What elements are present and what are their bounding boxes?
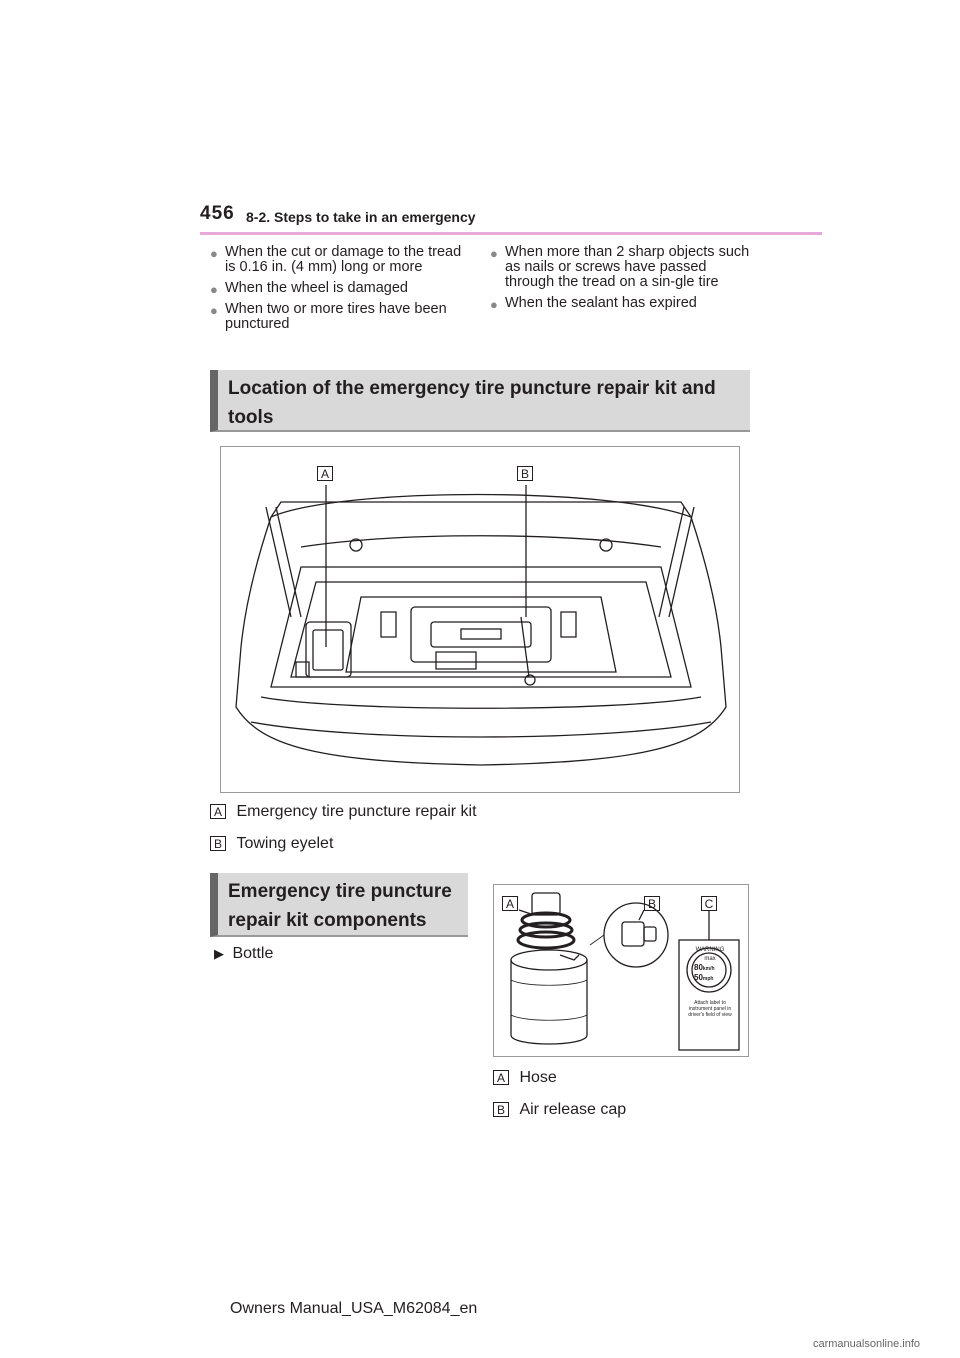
bullet-column-left xyxy=(210,245,472,338)
bullet-item: ● When the wheel is damaged xyxy=(210,280,408,297)
section-title: 8-2. Steps to take in an emergency xyxy=(246,209,476,225)
caption-text: Hose xyxy=(519,1069,557,1086)
sticker-speed-mph: 50mph xyxy=(694,973,714,982)
bullet-dot-icon: ● xyxy=(210,282,218,297)
caption-text: Towing eyelet xyxy=(236,835,334,852)
caption-label: A xyxy=(210,804,226,819)
page-number: 456 xyxy=(200,203,235,224)
bullet-item: ● When the cut or damage to the tread is 0.16 in. (4 mm) long or more xyxy=(210,244,462,275)
caption-text: Air release cap xyxy=(519,1101,627,1118)
section-heading-location: Location of the emergency tire puncture repair kit and tools xyxy=(210,370,750,432)
sticker-speed-kmh: 80km/h xyxy=(694,963,715,972)
bullet-item: ● When two or more tires have been punctured xyxy=(210,301,447,332)
callout-a: A xyxy=(502,896,518,911)
callout-b: B xyxy=(644,896,660,911)
bullet-dot-icon: ● xyxy=(210,246,218,261)
callout-b: B xyxy=(517,466,533,481)
caption-row xyxy=(210,835,333,853)
kit-components-figure xyxy=(493,884,749,1057)
header-rule xyxy=(200,232,822,235)
trunk-illustration xyxy=(221,447,739,792)
callout-c: C xyxy=(701,896,717,911)
sticker-title: WARNING xyxy=(695,947,725,953)
bullet-item: ● When more than 2 sharp objects such as nails or screws have passed through the tread on a sin-gle tire xyxy=(490,244,750,290)
arrow-right-icon: ▶ xyxy=(214,946,224,961)
bullet-item: ● When the sealant has expired xyxy=(490,295,697,312)
caption-row xyxy=(493,1069,557,1087)
footer-text: Owners Manual_USA_M62084_en xyxy=(230,1300,478,1317)
trunk-figure xyxy=(220,446,740,793)
caption-label: A xyxy=(493,1070,509,1085)
bullet-dot-icon: ● xyxy=(490,246,498,261)
sticker-max: max xyxy=(704,956,716,962)
caption-row xyxy=(493,1101,626,1119)
caption-text: Emergency tire puncture repair kit xyxy=(236,803,477,820)
bullet-column-right xyxy=(490,245,755,317)
watermark: carmanualsonline.info xyxy=(812,1338,920,1350)
caption-label: B xyxy=(493,1102,509,1117)
section-heading-components: Emergency tire puncture repair kit components xyxy=(210,873,468,937)
bullet-dot-icon: ● xyxy=(210,303,218,318)
bullet-dot-icon: ● xyxy=(490,297,498,312)
callout-a: A xyxy=(317,466,333,481)
sticker-note: Attach label to instrument panel in driver's field of view xyxy=(688,1000,732,1018)
caption-row xyxy=(210,803,477,821)
caption-label: B xyxy=(210,836,226,851)
sub-item-bottle: ▶ Bottle xyxy=(214,945,274,962)
